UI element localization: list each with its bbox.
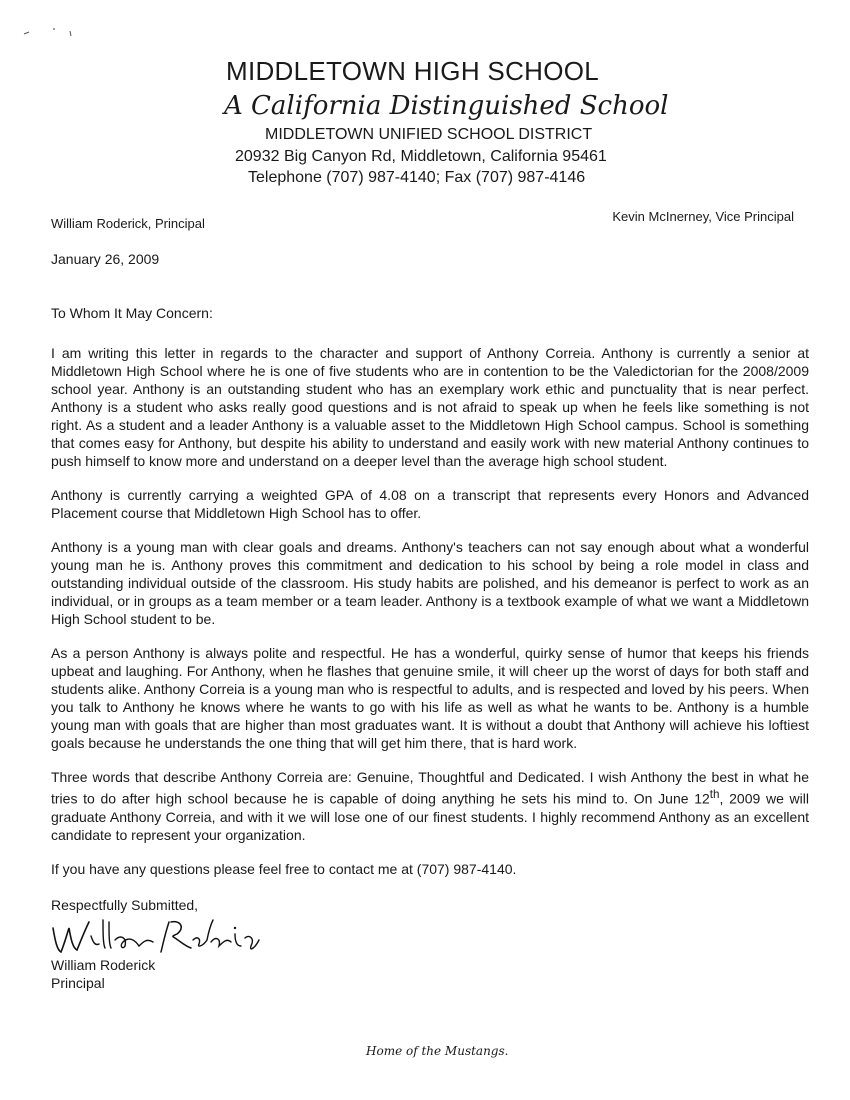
scan-speck-marks <box>22 24 82 44</box>
paragraph-recommendation <box>51 768 809 844</box>
school-address: 20932 Big Canyon Rd, Middletown, California 95461 <box>235 148 607 165</box>
school-tagline: A California Distinguished School <box>224 91 669 121</box>
letter-body <box>51 250 809 992</box>
school-phone-fax: Telephone (707) 987-4140; Fax (707) 987-4146 <box>248 169 586 186</box>
letter-date: January 26, 2009 <box>51 251 160 267</box>
footer-motto: Home of the Mustangs. <box>366 1044 509 1058</box>
closing: Respectfully Submitted, <box>51 896 199 913</box>
recommendation-text-end: , 2009 we will graduate Anthony Correia, and with it we will lose one of our finest students. I highly recommend Anthony as an excellent candidate to represent your organization. <box>51 790 809 843</box>
school-name: MIDDLETOWN HIGH SCHOOL <box>226 56 600 86</box>
paragraph-person: As a person Anthony is always polite and respectful. He has a wonderful, quirky sense of humor that keeps his friends upbeat and laughing. For Anthony, when he flashes that genuine smile, it will cheer up the worst of days for both staff and students alike. Anthony Correia is a young man who is respectful to adults, and is respected and loved by his peers. When you talk to Anthony he knows where he wants to go with his life as well as what he wants to be. Anthony is a humble young man with goals that are higher than most graduates want. It is without a doubt that Anthony will achieve his loftiest goals because he understands the one thing that will get him there, that is hard work. <box>51 645 809 751</box>
salutation: To Whom It May Concern: <box>51 305 213 321</box>
paragraph-goals: Anthony is a young man with clear goals and dreams. Anthony's teachers can not say enough about what a wonderful young man he is. Anthony proves this commitment and dedication to his school by being a role model in class and outstanding individual outside of the classroom. His study habits are polished, and his demeanor is perfect to work as an individual, or in groups as a team member or a team leader. Anthony is a textbook example of what we want a Middletown High School student to be. <box>51 539 809 627</box>
paragraph-character: I am writing this letter in regards to the character and support of Anthony Correia. Anthony is currently a senior at Middletown High School where he is one of five students who are in contention to be the Valedictorian for the 2008/2009 school year. Anthony is an outstanding student who has an exemplary work ethic and punctuality that is near perfect. Anthony is a student who asks really good questions and is not afraid to speak up when he feels like something is not right. As a student and a leader Anthony is a valuable asset to the Middletown High School campus. School is something that comes easy for Anthony, but despite his ability to understand and easily work with new material Anthony continues to push himself to know more and understand on a deeper level than the average high school student. <box>51 345 809 469</box>
school-district: MIDDLETOWN UNIFIED SCHOOL DISTRICT <box>265 126 593 143</box>
principal-label: William Roderick, Principal <box>51 216 205 231</box>
handwritten-signature <box>45 916 265 956</box>
vice-principal-label: Kevin McInerney, Vice Principal <box>612 209 794 224</box>
signer-name: William Roderick <box>51 956 156 973</box>
paragraph-gpa: Anthony is currently carrying a weighted GPA of 4.08 on a transcript that represents every Honors and Advanced Placement course that Middletown High School has to offer. <box>51 487 809 521</box>
recommendation-text-start: Three words that describe Anthony Correia are: Genuine, Thoughtful and Dedicated. I wish Anthony the best in what he tries to do after high school because he is capable of doing anything he sets his mind to. On June 12 <box>51 769 809 807</box>
date-ordinal-suffix: th <box>709 788 720 801</box>
signer-title: Principal <box>51 974 105 991</box>
paragraph-contact: If you have any questions please feel free to contact me at (707) 987-4140. <box>51 860 517 877</box>
